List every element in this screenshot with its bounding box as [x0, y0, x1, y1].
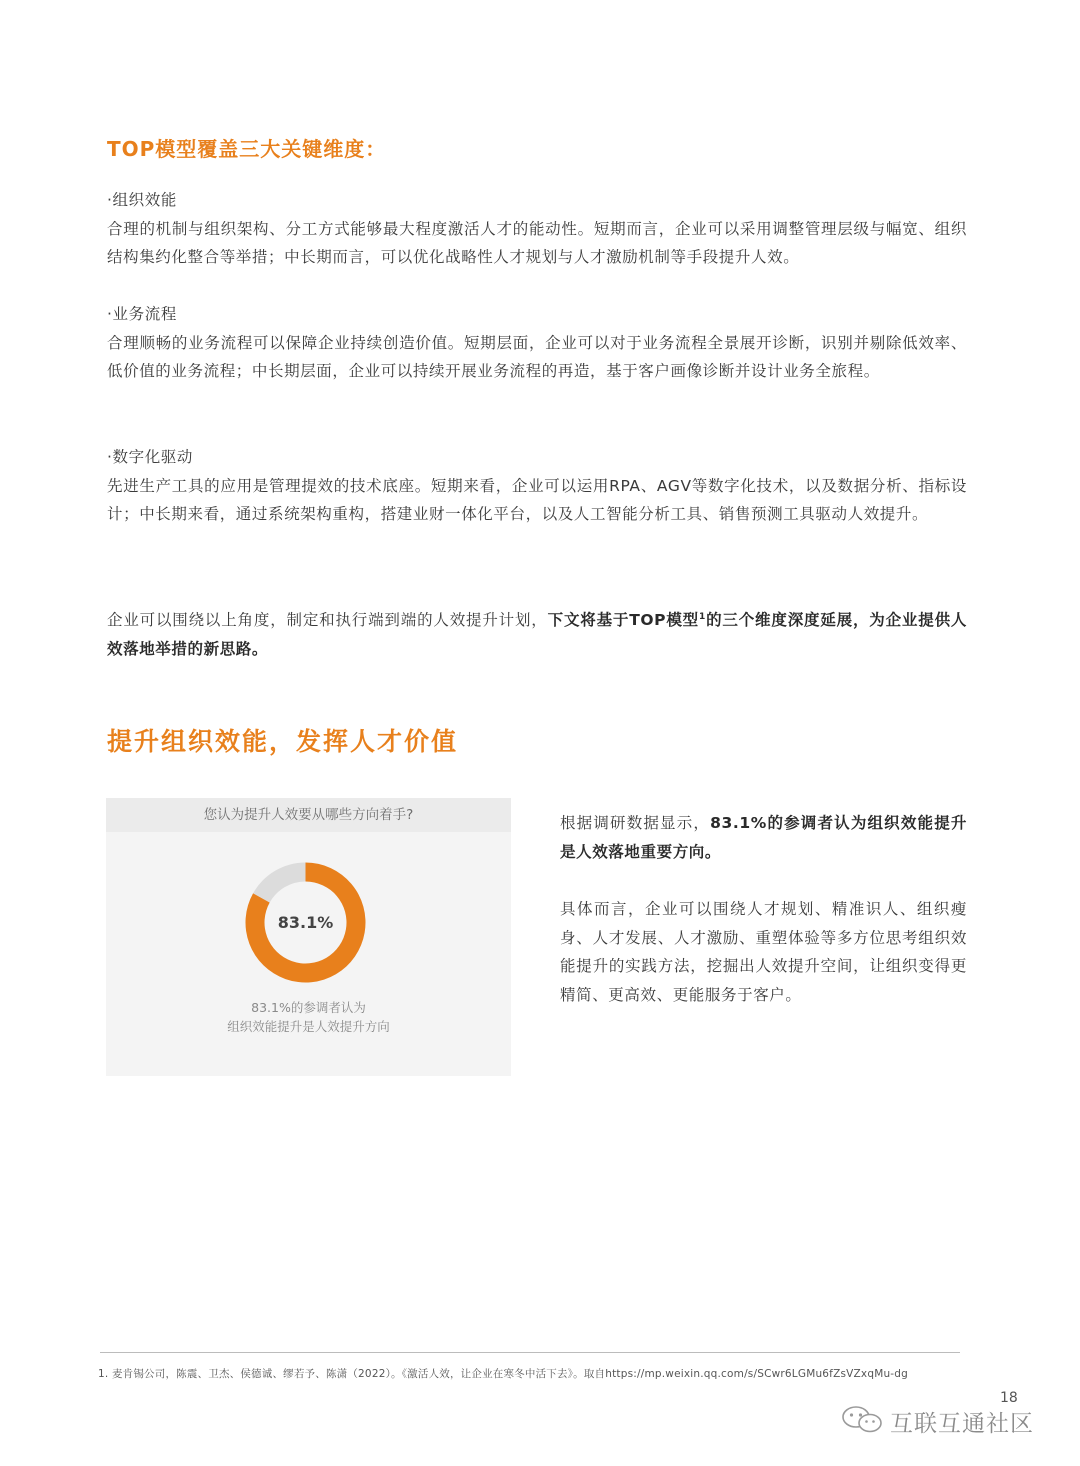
- footnote-divider: [100, 1352, 960, 1353]
- dimension-organization: [107, 186, 967, 272]
- caption-line-1: 83.1%的参调者认为: [251, 1000, 366, 1015]
- dimension-title: ·数字化驱动: [107, 448, 194, 466]
- dimension-body: 合理的机制与组织架构、分工方式能够最大程度激活人才的能动性。短期而言，企业可以采用调整管理层级与幅宽、组织结构集约化整合等举措；中长期而言，可以优化战略性人才规划与人才激励机制等手段提升人效。: [107, 219, 967, 267]
- donut-chart: [243, 860, 368, 985]
- summary-paragraph: [107, 603, 967, 664]
- dimension-title: ·组织效能: [107, 191, 177, 209]
- section-heading-top-model: TOP模型覆盖三大关键维度：: [107, 137, 387, 161]
- donut-center-label: 83.1%: [277, 913, 334, 932]
- dimension-body: 先进生产工具的应用是管理提效的技术底座。短期来看，企业可以运用RPA、AGV等数字化技术，以及数据分析、指标设计；中长期来看，通过系统架构重构，搭建业财一体化平台，以及人工智能分析工具、销售预测工具驱动人效提升。: [107, 476, 967, 524]
- detail-paragraph: 具体而言，企业可以围绕人才规划、精准识人、组织瘦身、人才发展、人才激励、重塑体验等多方位思考组织效能提升的实践方法，挖掘出人效提升空间，让组织变得更精简、更高效、更能服务于客户。: [560, 900, 967, 1005]
- footnote: 1. 麦肯锡公司，陈震、卫杰、侯德诚、缪若予、陈潇（2022）。《激活人效，让企业在寒冬中活下去》。取自https://mp.weixin.qq.com/s/SCwr6LGMu6fZsVZxqMu-dg: [98, 1368, 909, 1380]
- wechat-icon: [840, 1404, 884, 1438]
- footnote-ref: 1: [699, 612, 706, 622]
- summary-bold-a: 下文将基于TOP模型: [547, 611, 699, 630]
- page-number: 18: [1000, 1390, 1018, 1406]
- summary-text: 企业可以围绕以上角度，制定和执行端到端的人效提升计划，: [107, 611, 548, 630]
- dimension-title: ·业务流程: [107, 305, 177, 323]
- survey-finding: [560, 809, 967, 866]
- finding-bold: 83.1%的参调者认为组织效能提升是人效落地重要方向。: [560, 814, 967, 861]
- chart-caption: [106, 998, 511, 1036]
- survey-chart-card: [106, 798, 511, 1076]
- watermark: [840, 1404, 1034, 1438]
- section-heading-org-efficiency: 提升组织效能，发挥人才价值: [107, 727, 459, 756]
- dimension-body: 合理顺畅的业务流程可以保障企业持续创造价值。短期层面，企业可以对于业务流程全景展开诊断，识别并剔除低效率、低价值的业务流程；中长期层面，企业可以持续开展业务流程的再造，基于客户画像诊断并设计业务全旅程。: [107, 333, 967, 381]
- dimension-digital: [107, 443, 967, 529]
- finding-lead: 根据调研数据显示，: [560, 814, 711, 832]
- chart-question: 您认为提升人效要从哪些方向着手?: [106, 798, 511, 832]
- dimension-process: [107, 300, 967, 386]
- caption-line-2: 组织效能提升是人效提升方向: [227, 1019, 390, 1034]
- watermark-text: 互联互通社区: [890, 1410, 1034, 1437]
- summary-bold-b: 的三个维度深度延展，为企业提供人效落地举措的新思路。: [107, 611, 967, 658]
